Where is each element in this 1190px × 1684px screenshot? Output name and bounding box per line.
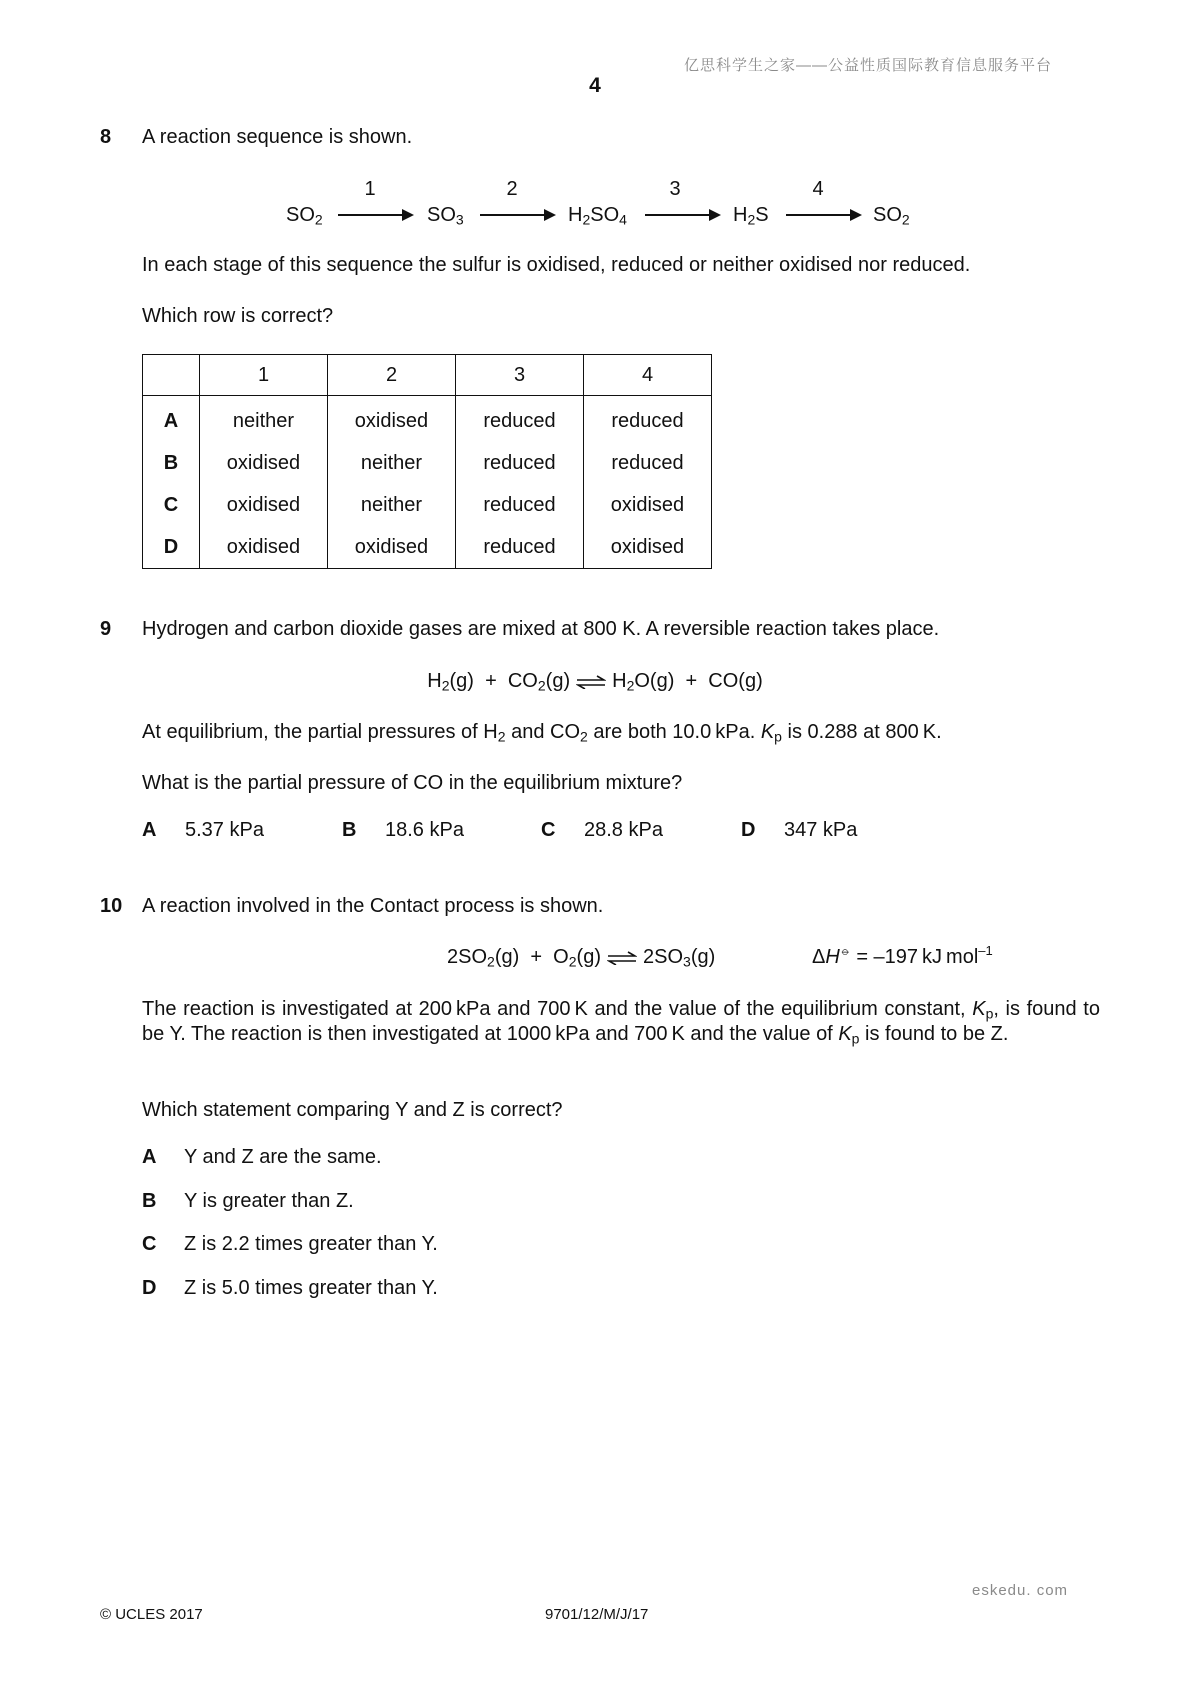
table-cell: neither: [200, 396, 328, 443]
question-9-prompt: What is the partial pressure of CO in the equilibrium mixture?: [142, 772, 683, 794]
question-10-info: The reaction is investigated at 200 kPa and 700 K and the value of the equilibrium constant, $K_p$, is found to be Y. The reaction is then investigated at 1000 kPa and 700 K and the value of $K_p$ is found to be Z.: [142, 998, 1100, 1047]
row-label: D: [143, 526, 200, 569]
species-so2: $SO_2$: [873, 204, 910, 228]
option-text: Z is 5.0 times greater than Y.: [184, 1277, 438, 1299]
table-cell: oxidised: [584, 526, 712, 569]
option-text: 5.37 kPa: [185, 819, 264, 841]
question-8-prompt: Which row is correct?: [142, 305, 334, 327]
enthalpy-change: ΔH⦵ = –197 kJ mol$^{-1}$: [812, 943, 993, 968]
table-header-row: [143, 355, 712, 396]
table-cell: reduced: [584, 442, 712, 484]
option-text: Z is 2.2 times greater than Y.: [184, 1233, 438, 1255]
question-number: 10: [100, 895, 123, 917]
equilibrium-arrow-icon: [576, 675, 606, 689]
answer-table: [142, 354, 712, 569]
contact-process-equation: $2SO_2(g) + O_2(g)$ $2SO_3(g)$: [447, 946, 716, 970]
table-header: 4: [584, 355, 712, 396]
option-label: A: [142, 819, 157, 841]
equilibrium-arrow-icon: [607, 951, 637, 965]
question-10-prompt: Which statement comparing Y and Z is correct?: [142, 1099, 563, 1121]
table-row: [143, 526, 712, 569]
option-text: 28.8 kPa: [584, 819, 663, 841]
reaction-sequence: [0, 174, 1190, 234]
species-h2s: $H_2S$: [733, 204, 769, 228]
site-watermark: eskedu. com: [972, 1582, 1069, 1599]
question-text: A reaction involved in the Contact process is shown.: [142, 895, 604, 917]
stage-label: 2: [506, 178, 518, 200]
table-header: 2: [328, 355, 456, 396]
option-text: Y is greater than Z.: [184, 1190, 354, 1212]
question-8-instruction: In each stage of this sequence the sulfur is oxidised, reduced or neither oxidised nor reduced.: [142, 254, 971, 276]
row-label: C: [143, 484, 200, 526]
species-h2so4: $H_2SO_4$: [568, 204, 627, 228]
table-header: [143, 355, 200, 396]
table-cell: neither: [328, 442, 456, 484]
question-8-stem: [100, 126, 412, 149]
table-cell: oxidised: [328, 526, 456, 569]
species-so3: $SO_3$: [427, 204, 464, 228]
table-cell: reduced: [456, 526, 584, 569]
option-label: B: [342, 819, 357, 841]
stage-label: 3: [669, 178, 681, 200]
option-label: A: [142, 1146, 157, 1168]
arrow-icon: [786, 214, 860, 216]
table-header: 1: [200, 355, 328, 396]
table-cell: reduced: [456, 396, 584, 443]
question-9-info: At equilibrium, the partial pressures of $H_2$ and $CO_2$ are both 10.0 kPa. $K_p$ is 0.288 at 800 K.: [142, 721, 942, 745]
table-cell: reduced: [584, 396, 712, 443]
arrow-icon: [480, 214, 554, 216]
stage-label: 4: [812, 178, 824, 200]
paper-code: 9701/12/M/J/17: [545, 1606, 649, 1623]
table-cell: reduced: [456, 442, 584, 484]
question-10-stem: [100, 895, 603, 918]
row-label: B: [143, 442, 200, 484]
option-row: [142, 1277, 438, 1300]
table-row: [143, 396, 712, 443]
question-number: 9: [100, 618, 112, 640]
table-cell: oxidised: [584, 484, 712, 526]
option-text: 18.6 kPa: [385, 819, 464, 841]
table-cell: reduced: [456, 484, 584, 526]
table-row: [143, 442, 712, 484]
page-number: 4: [589, 74, 601, 97]
question-text: Hydrogen and carbon dioxide gases are mixed at 800 K. A reversible reaction takes place.: [142, 618, 940, 640]
copyright: © UCLES 2017: [100, 1606, 203, 1623]
option-label: C: [142, 1233, 157, 1255]
stage-label: 1: [364, 178, 376, 200]
option-label: B: [142, 1190, 157, 1212]
question-text: A reaction sequence is shown.: [142, 126, 413, 148]
table-cell: oxidised: [328, 396, 456, 443]
row-label: A: [143, 396, 200, 443]
equilibrium-equation: $H_2(g) + CO_2(g) H_2O(g) + CO(g)$: [427, 670, 763, 694]
option-text: Y and Z are the same.: [184, 1146, 382, 1168]
option-label: D: [142, 1277, 157, 1299]
arrow-icon: [645, 214, 719, 216]
option-label: D: [741, 819, 756, 841]
table-row: [143, 484, 712, 526]
table-header: 3: [456, 355, 584, 396]
option-text: 347 kPa: [784, 819, 858, 841]
option-label: C: [541, 819, 556, 841]
question-9-options: [0, 819, 1190, 849]
question-9-stem: [100, 618, 939, 641]
species-so2: $SO_2$: [286, 204, 323, 228]
table-cell: oxidised: [200, 442, 328, 484]
table-cell: neither: [328, 484, 456, 526]
arrow-icon: [338, 214, 412, 216]
watermark: 亿思科学生之家——公益性质国际教育信息服务平台: [684, 57, 1053, 74]
question-number: 8: [100, 126, 112, 148]
option-row: [142, 1190, 354, 1213]
option-row: [142, 1233, 438, 1256]
table-cell: oxidised: [200, 526, 328, 569]
table-cell: oxidised: [200, 484, 328, 526]
option-row: [142, 1146, 382, 1169]
